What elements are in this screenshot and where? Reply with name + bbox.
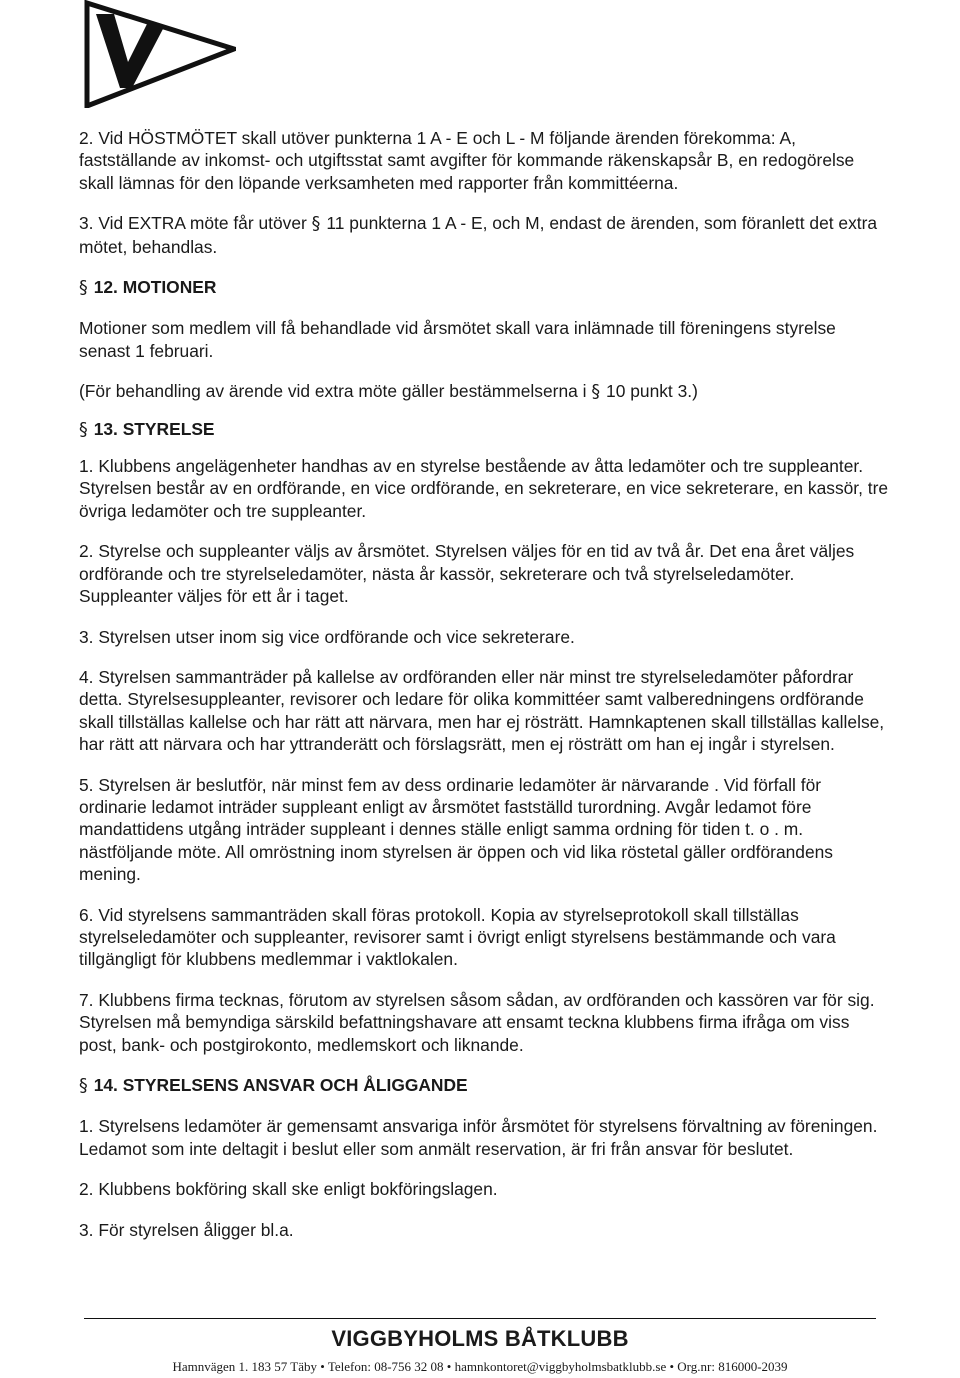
heading-motioner: § 12. MOTIONER bbox=[79, 277, 217, 299]
paragraph-styrelse-1: 1. Klubbens angelägenheter handhas av en styrelse bestående av åtta ledamöter och tre suppleanter. Styrelsen består av en ordförande, en vice ordförande, en sekreterare, en vice sekreterare, en kassör, tre övriga ledamöter och tre suppleanter. bbox=[79, 456, 889, 521]
paragraph-styrelse-5: 5. Styrelsen är beslutför, när minst fem av dess ordinarie ledamöter är närvarande . Vid förfall för ordinarie ledamot inträder suppleant enligt av årsmötet fastställd turordning. Avgår ledamot före mandattidens utgång inträder suppleant i dennes ställe enligt samma ordning för tiden t. o . m. nästföljande möte. All omröstning inom styrelsen är öppen och vid lika röstetal gäller ordförandens mening. bbox=[79, 774, 834, 885]
section-sign: § bbox=[79, 419, 88, 440]
club-name: VIGGBYHOLMS BÅTKLUBB bbox=[331, 1326, 629, 1351]
paragraph-hostmotet: 2. Vid HÖSTMÖTET skall utöver punkterna 1 A - E och L - M följande ärenden förekomma: A, fastställande av inkomst- och utgiftsstat samt avgifter för kommande räkenskapsår B, en redogörelse skall lämnas för den löpande verksamheten med rapporter från kommittéerna. bbox=[79, 128, 855, 193]
paragraph-ansvar-1: 1. Styrelsens ledamöter är gemensamt ansvariga inför årsmötet för styrelsens förvaltning av föreningen. Ledamot som inte deltagit i beslut eller som anmält reservation, är fri från ansvar för beslutet. bbox=[79, 1116, 878, 1159]
paragraph-styrelse-7: 7. Klubbens firma tecknas, förutom av styrelsen såsom sådan, av ordföranden och kassören var för sig. Styrelsen må bemyndiga särskild befattningshavare att ensamt teckna klubbens firma ifråga om viss post, bank- och postgirokonto, medlemskort och liknande. bbox=[79, 989, 875, 1055]
paragraph-styrelse-4: 4. Styrelsen sammanträder på kallelse av ordföranden eller när minst tre styrelseledamöter påfordrar detta. Styrelsesuppleanter, revisorer och ledare för olika kommittéer samt valberedningens ordförande skall tillställas kallelse och har rätt att närvara, men har ej rösträtt. Hamnkaptenen skall tillställas kallelse, har rätt att närvara och har yttranderätt och förslagsrätt, men ej rösträtt om han ej ingår i styrelsen. bbox=[79, 666, 885, 755]
paragraph-styrelse-3: 3. Styrelsen utser inom sig vice ordförande och vice sekreterare. bbox=[79, 626, 575, 647]
paragraph-styrelse-2: 2. Styrelse och suppleanter väljs av årsmötet. Styrelsen väljes för en tid av två år. Det ena året väljes ordförande och tre styrelseledamöter, nästa år kassör, sekreterare och två styrelseledamöter. Suppleanter väljes för ett år i taget. bbox=[79, 541, 855, 607]
heading-styrelsens-ansvar: § 14. STYRELSENS ANSVAR OCH ÅLIGGANDE bbox=[79, 1075, 468, 1096]
paragraph-styrelse-6: 6. Vid styrelsens sammanträden skall föras protokoll. Kopia av styrelseprotokoll skall tillställas styrelseledamöter och suppleanter, revisorer samt i övrigt enligt styrelsens bestämmande och vara tillgängligt för klubbens medlemmar i vaktlokalen. bbox=[79, 904, 836, 970]
footer-divider bbox=[84, 1318, 876, 1319]
paragraph-motioner: Motioner som medlem vill få behandlade vid årsmötet skall vara inlämnade till föreningens styrelse senast 1 februari. bbox=[79, 318, 836, 361]
document-body bbox=[79, 127, 889, 1259]
section-sign: § bbox=[591, 382, 601, 403]
club-pennant-logo bbox=[84, 0, 236, 108]
section-sign: § bbox=[79, 1076, 88, 1096]
paragraph-ansvar-3: 3. För styrelsen åligger bl.a. bbox=[79, 1219, 294, 1240]
contact-info: Hamnvägen 1. 183 57 Täby • Telefon: 08-756 32 08 • hamnkontoret@viggbyholmsbatklubb.se • Org.nr: 816000-2039 bbox=[172, 1359, 788, 1374]
section-sign: § bbox=[311, 214, 321, 235]
paragraph-extra-behandling: (För behandling av ärende vid extra möte gäller bestämmelserna i § 10 punkt 3.) bbox=[79, 381, 698, 403]
heading-styrelse: § 13. STYRELSE bbox=[79, 418, 215, 440]
paragraph-ansvar-2: 2. Klubbens bokföring skall ske enligt bokföringslagen. bbox=[79, 1179, 498, 1200]
paragraph-extra-mote: 3. Vid EXTRA möte får utöver § 11 punkterna 1 A - E, och M, endast de ärenden, som föranlett det extra mötet, behandlas. bbox=[79, 213, 878, 257]
section-sign: § bbox=[79, 278, 88, 299]
